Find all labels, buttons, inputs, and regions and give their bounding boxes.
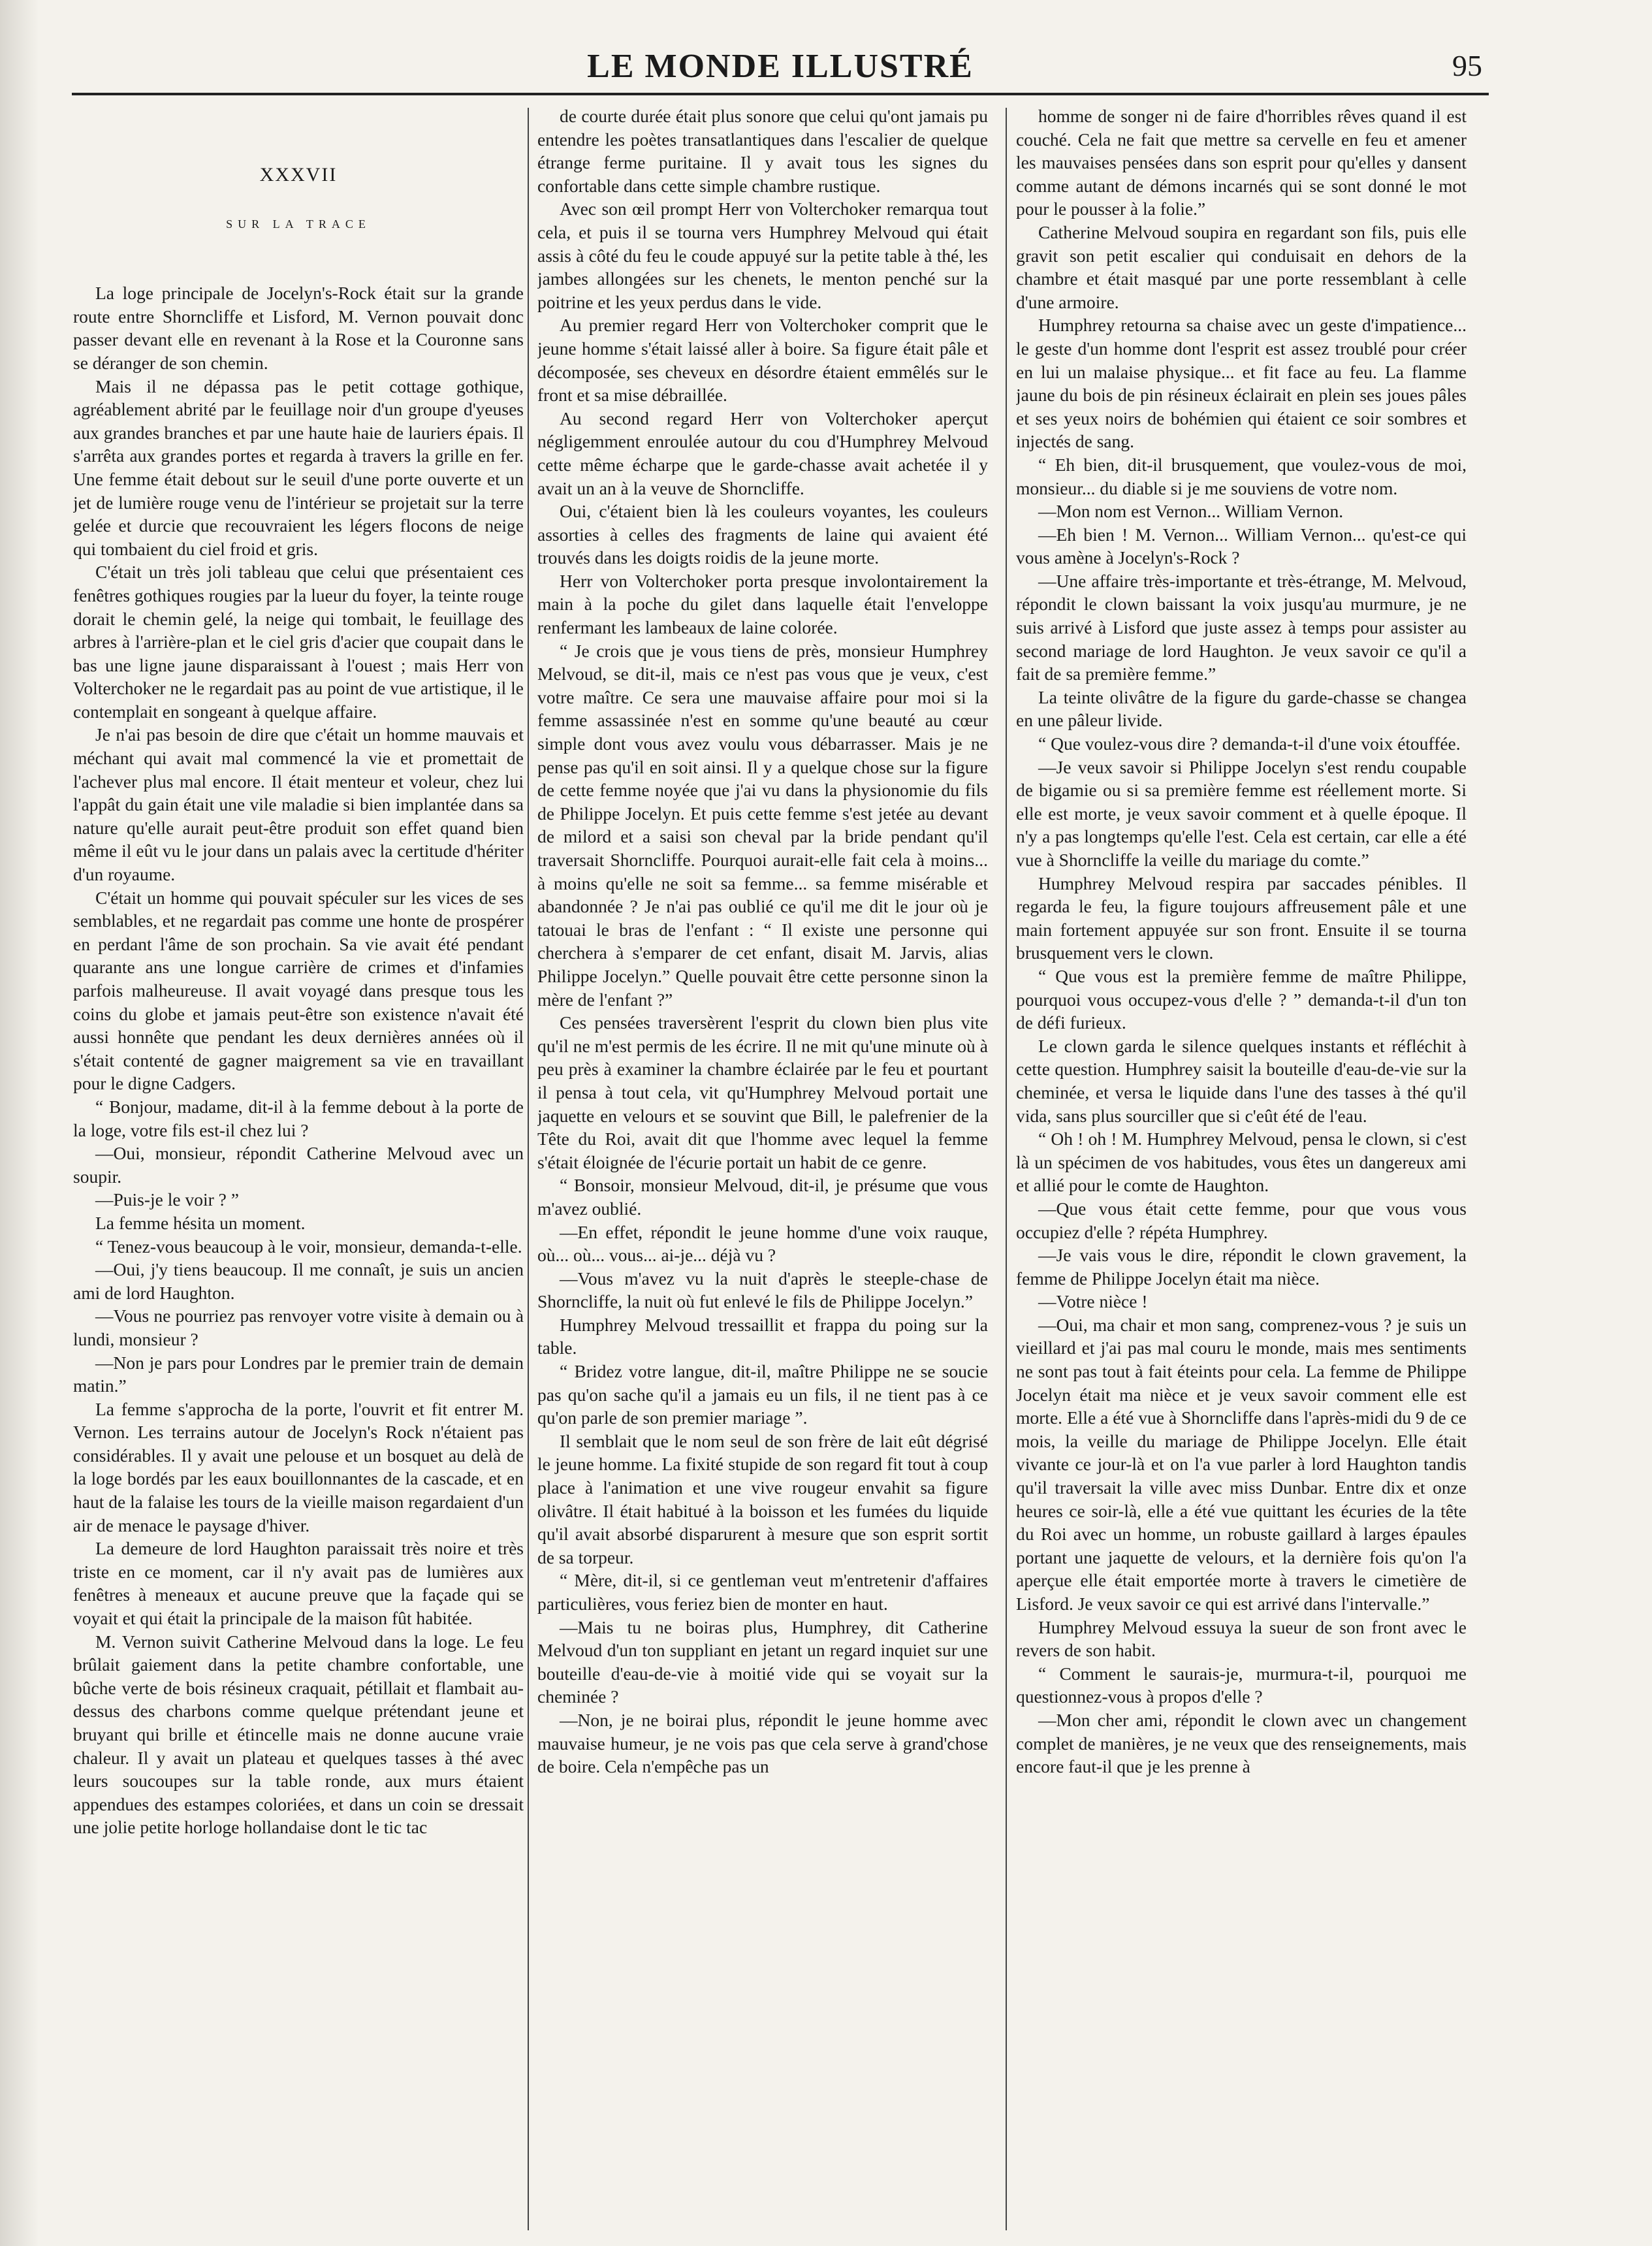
page-edge-shadow [0, 0, 39, 2246]
paragraph: —Oui, j'y tiens beaucoup. Il me connaît, je suis un ancien ami de lord Haughton. [73, 1259, 524, 1303]
paragraph: Oui, c'étaient bien là les couleurs voyantes, les couleurs assorties à celles des fragments de laine qui avaient été trouvés dans les doigts roidis de la jeune morte. [537, 501, 988, 568]
paragraph: Je n'ai pas besoin de dire que c'était un homme mauvais et méchant qui avait mal commencé la vie et promettait de l'achever plus mal encore. Il était menteur et voleur, chez lui l'appât du gain était une vile maladie si bien implantée dans sa nature qu'elle aurait peut-être produit son effet quand bien même il eût vu le jour dans un palais avec la certitude d'hériter d'un royaume. [73, 724, 524, 885]
paragraph: —Une affaire très-importante et très-étrange, M. Melvoud, répondit le clown baissant la voix jusqu'au murmure, je ne suis arrivé à Lisford que juste assez à temps pour assister au second mariage de lord Haughton. Je veux savoir ce qu'il a fait de sa première femme.” [1016, 570, 1467, 684]
paragraph: —Non, je ne boirai plus, répondit le jeune homme avec mauvaise humeur, je ne vois pas que cela serve à grand'chose de boire. Cela n'empêche pas un [537, 1709, 988, 1777]
paragraph: —Votre nièce ! [1038, 1291, 1148, 1312]
paragraph: “ Je crois que je vous tiens de près, monsieur Humphrey Melvoud, se dit-il, mais ce n'est pas vous que je veux, c'est votre maître. Ce sera une mauvaise affaire pour moi si la femme assassinée n'est en somme qu'une beauté au cœur simple dont vous avez voulu vous débarrasser. Mais je ne pense pas qu'il en soit ainsi. Il y a quelque chose sur la figure de cette femme noyée que j'ai vu dans la physionomie du fils de Philippe Jocelyn. Et puis cette femme s'est jetée au devant de milord et a saisi son cheval par la bride pendant qu'il traversait Shorncliffe. Pourquoi aurait-elle fait cela à moins... à moins qu'elle ne soit sa femme... sa femme misérable et abandonnée ? Je n'ai pas oublié ce qu'il me dit le jour où je tatouai le bras de l'enfant : “ Il existe une personne qui cherchera à s'emparer de cet enfant, disait M. Jarvis, alias Philippe Jocelyn.” Quelle pouvait être cette personne sinon la mère de l'enfant ?” [537, 640, 988, 1010]
paragraph: Humphrey Melvoud essuya la sueur de son front avec le revers de son habit. [1016, 1616, 1467, 1661]
paragraph: “ Eh bien, dit-il brusquement, que voulez-vous de moi, monsieur... du diable si je me souviens de votre nom. [1016, 454, 1467, 498]
paragraph: homme de songer ni de faire d'horribles rêves quand il est couché. Cela ne fait que mettre sa cervelle en feu et amener les mauvaises pensées dans son esprit pour qu'elles y dansent comme autant de démons incarnés qui se sont donné le mot pour le pousser à la folie.” [1016, 106, 1467, 219]
paragraph: —Mon cher ami, répondit le clown avec un changement complet de manières, je ne veux que des renseignements, mais encore faut-il que je les prenne à [1016, 1709, 1467, 1777]
paragraph: C'était un homme qui pouvait spéculer sur les vices de ses semblables, et ne regardait pas comme une honte de prospérer en perdant l'âme de son prochain. Sa vie avait été pendant quarante ans une longue carrière de crimes et d'infamies parfois malheureuse. Il avait voyagé dans presque tous les coins du globe et jamais peut-être son existence n'avait été aussi honnête que pendant les deux dernières années où il s'était contenté de gagner maigrement sa vie en travaillant pour le digne Cadgers. [73, 887, 524, 1094]
masthead [72, 47, 1489, 95]
paragraph: “ Que voulez-vous dire ? demanda-t-il d'une voix étouffée. [1038, 733, 1461, 754]
paragraph: Avec son œil prompt Herr von Volterchoker remarqua tout cela, et puis il se tourna vers Humphrey Melvoud qui était assis à côté du feu le coude appuyé sur la petite table à thé, les jambes allongées sur les chenets, le menton penché sur la poitrine et les yeux perdus dans le vide. [537, 199, 988, 312]
paragraph: “ Bridez votre langue, dit-il, maître Philippe ne se soucie pas qu'on sache qu'il a jamais eu un fils, il ne tient pas à ce qu'on parle de son premier mariage ”. [537, 1361, 988, 1428]
paragraph: “ Oh ! oh ! M. Humphrey Melvoud, pensa le clown, si c'est là un spécimen de vos habitudes, vous êtes un dangereux ami et allié pour le comte de Haughton. [1016, 1129, 1467, 1196]
column-text [1016, 104, 1467, 1778]
column-text [73, 281, 524, 1839]
paragraph: —Que vous était cette femme, pour que vous vous occupiez d'elle ? répéta Humphrey. [1016, 1198, 1467, 1242]
paragraph: de courte durée était plus sonore que celui qu'ont jamais pu entendre les poètes transatlantiques dans l'escalier de quelque étrange ferme puritaine. Il y avait tous les signes du confortable dans cette simple chambre rustique. [537, 106, 988, 196]
paragraph: —Eh bien ! M. Vernon... William Vernon... qu'est-ce qui vous amène à Jocelyn's-Rock ? [1016, 524, 1467, 568]
chapter-number: XXXVII [259, 164, 338, 185]
paragraph: —En effet, répondit le jeune homme d'une voix rauque, où... où... vous... ai-je... déjà vu ? [537, 1221, 988, 1266]
paragraph: Humphrey Melvoud respira par saccades pénibles. Il regarda le feu, la figure toujours affreusement pâle et une main fortement appuyée sur son front. Ensuite il se tourna brusquement vers le clown. [1016, 873, 1467, 963]
paragraph: La loge principale de Jocelyn's-Rock était sur la grande route entre Shorncliffe et Lisford, M. Vernon pouvait donc passer devant elle en revenant à la Rose et la Couronne sans se déranger de son chemin. [73, 283, 524, 373]
newspaper-title: LE MONDE ILLUSTRÉ [587, 48, 974, 85]
paragraph: “ Comment le saurais-je, murmura-t-il, pourquoi me questionnez-vous à propos d'elle ? [1016, 1663, 1467, 1707]
paragraph: —Puis-je le voir ? ” [95, 1189, 239, 1210]
paragraph: Au second regard Herr von Volterchoker aperçut négligemment enroulée autour du cou d'Humphrey Melvoud cette même écharpe que le garde-chasse avait achetée il y avait un an à la veuve de Shorncliffe. [537, 408, 988, 498]
paragraph: Mais il ne dépassa pas le petit cottage gothique, agréablement abrité par le feuillage noir d'un groupe d'yeuses aux grandes branches et par une haute haie de lauriers épais. Il s'arrêta aux grandes portes et regarda à travers la grille en fer. Une femme était debout sur le seuil d'une porte ouverte et un jet de lumière rouge venu de l'intérieur se projetait sur la terre gelée et durcie que recouvraient les légers flocons de neige qui tombaient du ciel froid et gris. [73, 376, 524, 559]
paragraph: “ Que vous est la première femme de maître Philippe, pourquoi vous occupez-vous d'elle ? ” demanda-t-il d'un ton de défi furieux. [1016, 965, 1467, 1033]
paragraph: C'était un très joli tableau que celui que présentaient ces fenêtres gothiques rougies par la lueur du foyer, la teinte rouge dorait le chemin gelé, la neige qui tombait, le feuillage des arbres à l'arrière-plan et le ciel gris d'acier que coupait dans le bas une ligne jaune disparaissant à l'ouest ; mais Herr von Volterchoker ne le regardait pas au point de vue artistique, il le contemplait en songeant à quelque affaire. [73, 562, 524, 722]
paragraph: La femme s'approcha de la porte, l'ouvrit et fit entrer M. Vernon. Les terrains autour de Jocelyn's Rock n'étaient pas considérables. Il y avait une pelouse et un bosquet au delà de la loge bordés par les eaux bouillonnantes de la cascade, et en haut de la falaise les tours de la vieille maison regardaient d'un air de menace le paysage d'hiver. [73, 1398, 524, 1535]
paragraph: “ Bonsoir, monsieur Melvoud, dit-il, je présume que vous m'avez oublié. [537, 1175, 988, 1219]
paragraph: “ Tenez-vous beaucoup à le voir, monsieur, demanda-t-elle. [95, 1236, 522, 1257]
paragraph: —Vous ne pourriez pas renvoyer votre visite à demain ou à lundi, monsieur ? [73, 1306, 524, 1349]
column-2 [537, 104, 988, 2227]
paragraph: —Vous m'avez vu la nuit d'après le steeple-chase de Shorncliffe, la nuit où fut enlevé le fils de Philippe Jocelyn.” [537, 1268, 988, 1312]
paragraph: Humphrey Melvoud tressaillit et frappa du poing sur la table. [537, 1314, 988, 1358]
column-rule [1006, 108, 1007, 2230]
paragraph: Humphrey retourna sa chaise avec un geste d'impatience... le geste d'un homme dont l'esprit est assez troublé pour créer en lui un malaise physique... et fit face au feu. La flamme jaune du bois de pin résineux éclairait en plein ses joues pâles et ses yeux noirs de bohémien qui étaient ce soir sombres et injectés de sang. [1016, 315, 1467, 452]
column-1 [73, 104, 524, 2227]
column-rule [528, 108, 529, 2230]
paragraph: La femme hésita un moment. [95, 1212, 306, 1233]
paragraph: Ces pensées traversèrent l'esprit du clown bien plus vite qu'il ne m'est permis de les écrire. Il ne mit qu'une minute où à peu près à examiner la chambre éclairée par le feu et pourtant il pensa à tout cela, vit qu'Humphrey Melvoud portait une jaquette en velours et se souvint que Bill, le palefrenier de la Tête du Roi, avait dit que l'homme avec lequel la femme s'était éloignée de l'écurie portait un habit de ce genre. [537, 1012, 988, 1172]
paragraph: —Mon nom est Vernon... William Vernon. [1038, 501, 1344, 522]
paragraph: Le clown garda le silence quelques instants et réfléchit à cette question. Humphrey saisit la bouteille d'eau-de-vie sur la cheminée, et versa le liquide dans l'une des tasses à thé qu'il vida, sans plus sourciller que si c'eût été de l'eau. [1016, 1035, 1467, 1126]
paragraph: Herr von Volterchoker porta presque involontairement la main à la poche du gilet dans laquelle était l'enveloppe renfermant les lambeaux de laine colorée. [537, 570, 988, 638]
column-text [537, 104, 988, 1778]
paragraph: —Oui, ma chair et mon sang, comprenez-vous ? je suis un vieillard et j'ai pas mal couru le monde, mais mes sentiments ne sont pas tout à fait éteints pour cela. La femme de Philippe Jocelyn était ma nièce et je veux savoir comment elle est morte. Elle a été vue à Shorncliffe dans l'après-midi du 9 de ce mois, la veille du mariage de Philippe Jocelyn. Elle était vivante ce jour-là et on l'a vue parler à lord Haughton tandis qu'il traversait la ville avec miss Dunbar. Entre dix et onze heures ce soir-là, elle a été vue quittant les écuries de la tête du Roi avec un homme, un robuste gaillard à larges épaules portant une jaquette de velours, et la dernière fois qu'on l'a aperçue elle était emportée morte à travers le cimetière de Lisford. Je veux savoir ce qui est arrivé dans l'intervalle.” [1016, 1314, 1467, 1614]
paragraph: La teinte olivâtre de la figure du garde-chasse se changea en une pâleur livide. [1016, 686, 1467, 731]
paragraph: Au premier regard Herr von Volterchoker comprit que le jeune homme s'était laissé aller à boire. Sa figure était pâle et décomposée, ses cheveux en désordre étaient emmêlés sur le front et sa mise débraillée. [537, 315, 988, 406]
paragraph: La demeure de lord Haughton paraissait très noire et très triste en ce moment, car il n'y avait pas de lumières aux fenêtres à meneaux et aucune preuve que la façade qui se voyait et qui était la principale de la maison fût habitée. [73, 1538, 524, 1629]
paragraph: “ Bonjour, madame, dit-il à la femme debout à la porte de la loge, votre fils est-il chez lui ? [73, 1096, 524, 1140]
paragraph: —Je vais vous le dire, répondit le clown gravement, la femme de Philippe Jocelyn était ma nièce. [1016, 1245, 1467, 1289]
paragraph: —Oui, monsieur, répondit Catherine Melvoud avec un soupir. [73, 1143, 524, 1187]
chapter-subtitle: SUR LA TRACE [226, 217, 371, 231]
paragraph: Catherine Melvoud soupira en regardant son fils, puis elle gravit son petit escalier qui conduisait en dehors de la chambre et était masqué par une porte ressemblant à celle d'une armoire. [1016, 221, 1467, 312]
paragraph: “ Mère, dit-il, si ce gentleman veut m'entretenir d'affaires particulières, vous feriez bien de monter en haut. [537, 1570, 988, 1614]
paragraph: —Je veux savoir si Philippe Jocelyn s'est rendu coupable de bigamie ou si sa première femme est réellement morte. Si elle est morte, je veux savoir comment et à quelle époque. Il n'y a pas longtemps qu'elle l'est. Cela est certain, car elle a été vue à Shorncliffe la veille du mariage du comte.” [1016, 756, 1467, 870]
paragraph: Il semblait que le nom seul de son frère de lait eût dégrisé le jeune homme. La fixité stupide de son regard fit tout à coup place à l'animation et une vive rougeur envahit sa figure olivâtre. Il était habitué à la boisson et les fumées du liquide qu'il avait absorbé disparurent à mesure que son esprit sortit de sa torpeur. [537, 1430, 988, 1567]
paragraph: M. Vernon suivit Catherine Melvoud dans la loge. Le feu brûlait gaiement dans la petite chambre confortable, une bûche verte de bois résineux craquait, pétillait et flambait au-dessus des charbons comme quelque prétendant jeune et bruyant qui brille et étincelle mais ne donne aucune vraie chaleur. Il y avait un plateau et quelques tasses à thé avec leurs soucoupes sur la table ronde, aux murs étaient appendues des estampes coloriées, et dans un coin se dressait une jolie petite horloge hollandaise dont le tic tac [73, 1631, 524, 1838]
column-3 [1016, 104, 1467, 2227]
paragraph: —Non je pars pour Londres par le premier train de demain matin.” [73, 1352, 524, 1396]
page-number: 95 [1452, 49, 1482, 82]
paragraph: —Mais tu ne boiras plus, Humphrey, dit Catherine Melvoud d'un ton suppliant en jetant un regard inquiet sur une bouteille d'eau-de-vie à moitié vide qui se voyait sur la cheminée ? [537, 1616, 988, 1707]
